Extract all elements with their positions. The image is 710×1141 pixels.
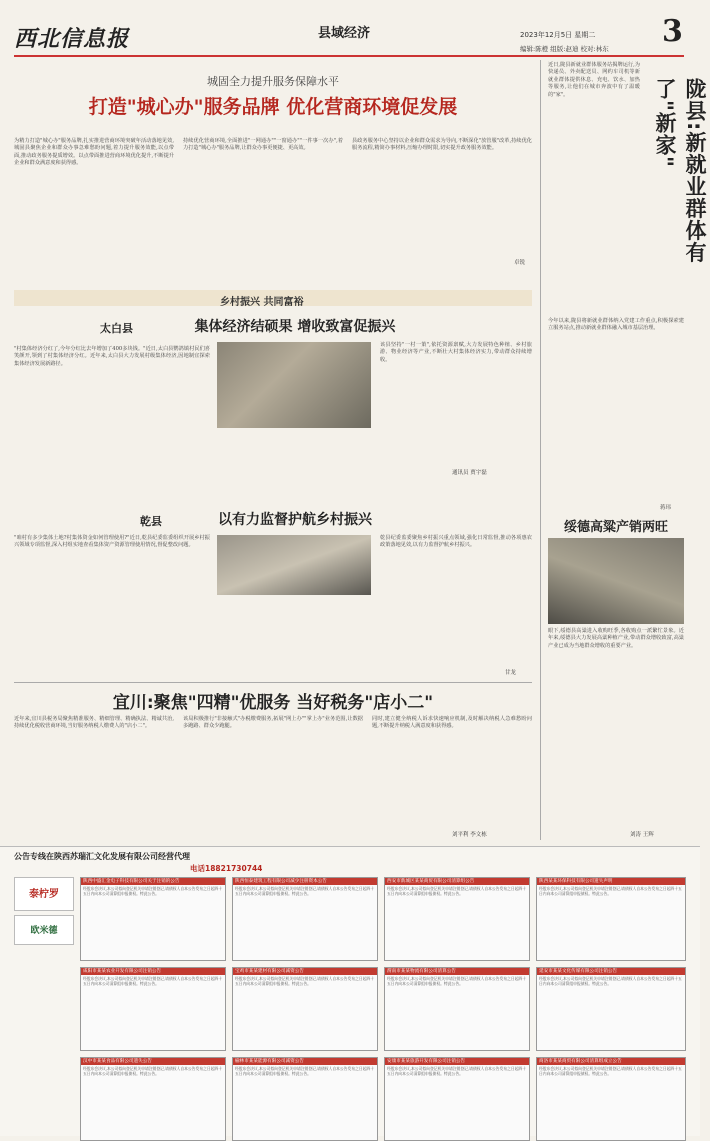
ad-block-text: 经股东会决议,本公司拟向登记机关申请注销登记,请债权人自本公告发布之日起四十五日内向本公司清算组申报债权。特此公告。: [387, 1066, 527, 1077]
ads-phone: 电话18821730744: [190, 864, 263, 873]
suide-headline: 绥德高粱产销两旺: [563, 520, 668, 535]
ad-block-text: 经股东会决议,本公司拟向登记机关申请注销登记,请债权人自本公告发布之日起四十五日内向本公司清算组申报债权。特此公告。: [387, 886, 527, 897]
ad-block: [232, 1057, 378, 1141]
ad-block: [232, 877, 378, 961]
paper-name: 西北信息报: [14, 26, 130, 52]
lead-body-col-1: 为精力打造"城心办"服务品牌,扎实推进营商环境突破年活动落地见效,城固县聚焦企业和群众办事急难愁盼问题,着力提升服务效能,以点带面,推动政务服务提质增效。以点带面推进营商环境优化提升,不断提升企业和群众满意度和获得感。: [14, 138, 174, 167]
taibai-headline: 集体经济结硕果 增收致富促振兴: [194, 319, 396, 335]
ad-block-title: 榆林市某某能源有限公司减资公告: [233, 1058, 377, 1065]
ad-block-text: 经股东会决议,本公司拟向登记机关申请注销登记,请债权人自本公告发布之日起四十五日内向本公司清算组申报债权。特此公告。: [539, 976, 682, 987]
yichuan-body-col-3: 同时,建立健全纳税人诉求快速响应机制,及时解决纳税人急难愁盼问题,不断提升纳税人满意度和获得感。: [372, 716, 532, 730]
lead-body-col-2: 持续优化营商环境,全面推进"一网通办""一窗通办""一件事一次办",着力打造"城心办"服务品牌,让群众办事更便捷、更高效。: [183, 138, 343, 152]
ad-block-title: 安康市某某旅游开发有限公司注销公告: [385, 1058, 529, 1065]
classified-ads-area: [0, 846, 700, 1136]
ad-block-text: 经股东会决议,本公司拟向登记机关申请注销登记,请债权人自本公告发布之日起四十五日内向本公司清算组申报债权。特此公告。: [235, 976, 375, 987]
ad-block: [80, 967, 226, 1051]
ad-block-title: 咸阳市某某农业开发有限公司注销公告: [81, 968, 225, 975]
rural-band-title: 乡村振兴 共同富裕: [220, 297, 304, 308]
sidebar-byline-1: 蒋玮: [660, 505, 672, 511]
ad-block: [536, 967, 686, 1051]
date: 2023年12月5日: [520, 31, 573, 39]
sidebar-vertical-title: 陇县:新就业群体有了"新家": [653, 78, 707, 264]
taibai-tag: 太白县: [100, 322, 133, 335]
ad-block-text: 经股东会决议,本公司拟向登记机关申请注销登记,请债权人自本公告发布之日起四十五日内向本公司清算组申报债权。特此公告。: [83, 1066, 223, 1077]
ad-block: [536, 877, 686, 961]
weekday: 星期二: [574, 31, 596, 39]
lead-kicker: 城固全力提升服务保障水平: [207, 75, 339, 88]
ad-block: [384, 967, 530, 1051]
editors-line: 编辑:陈橙 组版:赵迪 校对:林东: [520, 45, 609, 53]
lead-headline: 打造"城心办"服务品牌 优化营商环境促发展: [88, 96, 458, 118]
ad-block-text: 经股东会决议,本公司拟向登记机关申请注销登记,请债权人自本公告发布之日起四十五日内向本公司清算组申报债权。特此公告。: [235, 886, 375, 897]
suide-photo: [548, 538, 684, 624]
logo-oumide: 欧米德: [14, 915, 74, 945]
lead-byline: 卓锐: [514, 260, 526, 266]
date-line: [520, 30, 595, 40]
ad-block-title: 汉中市某某食品有限公司遗失公告: [81, 1058, 225, 1065]
sidebar-body-2: 今年以来,陇县将新就业群体纳入党建工作重点,积极探索建立服务站点,推动新就业群体融入城市基层治理。: [548, 318, 684, 332]
qianxian-body-col-1: "咱村有多少集体土地?村集体资金如何管理使用?"近日,乾县纪委监委组织开展乡村振兴领域专项监督,深入村组实地查看集体资产资源管理使用情况,督促整改问题。: [14, 535, 210, 549]
ad-block: [80, 877, 226, 961]
ad-block: [80, 1057, 226, 1141]
sidebar-divider: [540, 60, 541, 840]
taibai-photo: [217, 342, 371, 428]
suide-body: 眼下,绥德县高粱进入收购旺季,各收购点一派繁忙景象。近年来,绥德县大力发展高粱种植产业,带动群众增收致富,高粱产业已成为当地群众增收的重要产业。: [548, 628, 684, 649]
taibai-body-col-1: "村集体经济分红了,今年分红比去年增加了400多块钱。"近日,太白县鹦鸽镇村民们喜笑颜开,领到了村集体经济分红。近年来,太白县大力发展村级集体经济,因地制宜探索集体经济发展新路径。: [14, 346, 210, 367]
ad-block-title: 陕西中盛汇金电子科技有限公司关于注销的公告: [81, 878, 225, 885]
bottom-story-rule: [14, 682, 532, 683]
qianxian-photo: [217, 535, 371, 595]
ad-block: [384, 877, 530, 961]
ad-block-title: 宝鸡市某某建材有限公司减资公告: [233, 968, 377, 975]
ad-block-text: 经股东会决议,本公司拟向登记机关申请注销登记,请债权人自本公告发布之日起四十五日内向本公司清算组申报债权。特此公告。: [235, 1066, 375, 1077]
qianxian-headline: 以有力监督护航乡村振兴: [218, 512, 372, 528]
page-number: 3: [662, 14, 683, 49]
ad-block-title: 西安市新城区某某商贸有限公司清算组公告: [385, 878, 529, 885]
logo-tainingluo: 泰柠罗: [14, 877, 74, 911]
ad-block-title: 陕西恒泰建筑工程有限公司减少注册资本公告: [233, 878, 377, 885]
ad-block-title: 延安市某某文化传媒有限公司注销公告: [537, 968, 685, 975]
ad-block-text: 经股东会决议,本公司拟向登记机关申请注销登记,请债权人自本公告发布之日起四十五日内向本公司清算组申报债权。特此公告。: [83, 976, 223, 987]
taibai-byline: 通讯员 贾宇磊: [452, 470, 487, 476]
qianxian-body-col-2: 乾县纪委监委聚焦乡村振兴重点领域,强化日常监督,推动各项惠农政策落地见效,以有力监督护航乡村振兴。: [380, 535, 532, 549]
lead-body-col-3: 县政务服务中心坚持以企业和群众需求为导向,不断深化"放管服"改革,持续优化服务流程,精简办事材料,压缩办理时限,切实提升政务服务效能。: [352, 138, 532, 152]
ad-block: [536, 1057, 686, 1141]
ad-block-title: 渭南市某某物流有限公司清算公告: [385, 968, 529, 975]
yichuan-byline: 刘平利 李文栋: [452, 832, 487, 838]
yichuan-headline: 宜川:聚焦"四精"优服务 当好税务"店小二": [112, 693, 434, 713]
masthead-rule: [14, 55, 684, 57]
sidebar-body-1: 近日,陇县新就业群体服务站揭牌运行,为快递员、外卖配送员、网约车司机等新就业群体提供休息、充电、饮水、加热等服务,让他们在城市奔波中有了温暖的"家"。: [548, 62, 640, 98]
taibai-body-col-2: 该县坚持"一村一策",依托资源禀赋,大力发展特色种植、乡村旅游、物业经济等产业,不断壮大村集体经济实力,带动群众持续增收。: [380, 342, 532, 363]
suide-byline: 刘涛 王辉: [630, 832, 654, 838]
ad-block: [232, 967, 378, 1051]
qianxian-byline: 甘龙: [505, 670, 517, 676]
ad-block-text: 经股东会决议,本公司拟向登记机关申请注销登记,请债权人自本公告发布之日起四十五日内向本公司清算组申报债权。特此公告。: [539, 886, 682, 897]
qianxian-tag: 乾县: [140, 515, 162, 528]
yichuan-body-col-2: 该局积极推行"非接触式"办税缴费服务,拓展"网上办""掌上办"业务范围,让数据多跑路、群众少跑腿。: [183, 716, 363, 730]
ad-block-text: 经股东会决议,本公司拟向登记机关申请注销登记,请债权人自本公告发布之日起四十五日内向本公司清算组申报债权。特此公告。: [387, 976, 527, 987]
ad-block-title: 商洛市某某商贸有限公司清算组成立公告: [537, 1058, 685, 1065]
section-name: 县域经济: [318, 26, 371, 41]
ad-block-text: 经股东会决议,本公司拟向登记机关申请注销登记,请债权人自本公告发布之日起四十五日内向本公司清算组申报债权。特此公告。: [539, 1066, 682, 1077]
ad-block: [384, 1057, 530, 1141]
yichuan-body-col-1: 近年来,宜川县税务局聚焦精准服务、精细管理、精确执法、精诚共治,持续优化税收营商环境,当好服务纳税人缴费人的"店小二"。: [14, 716, 174, 730]
ad-block-title: 陕西某某环保科技有限公司遗失声明: [537, 878, 685, 885]
ad-block-text: 经股东会决议,本公司拟向登记机关申请注销登记,请债权人自本公告发布之日起四十五日内向本公司清算组申报债权。特此公告。: [83, 886, 223, 897]
ads-banner: 公告专线在陕西苏瑞汇文化发展有限公司经营代理: [14, 852, 190, 861]
